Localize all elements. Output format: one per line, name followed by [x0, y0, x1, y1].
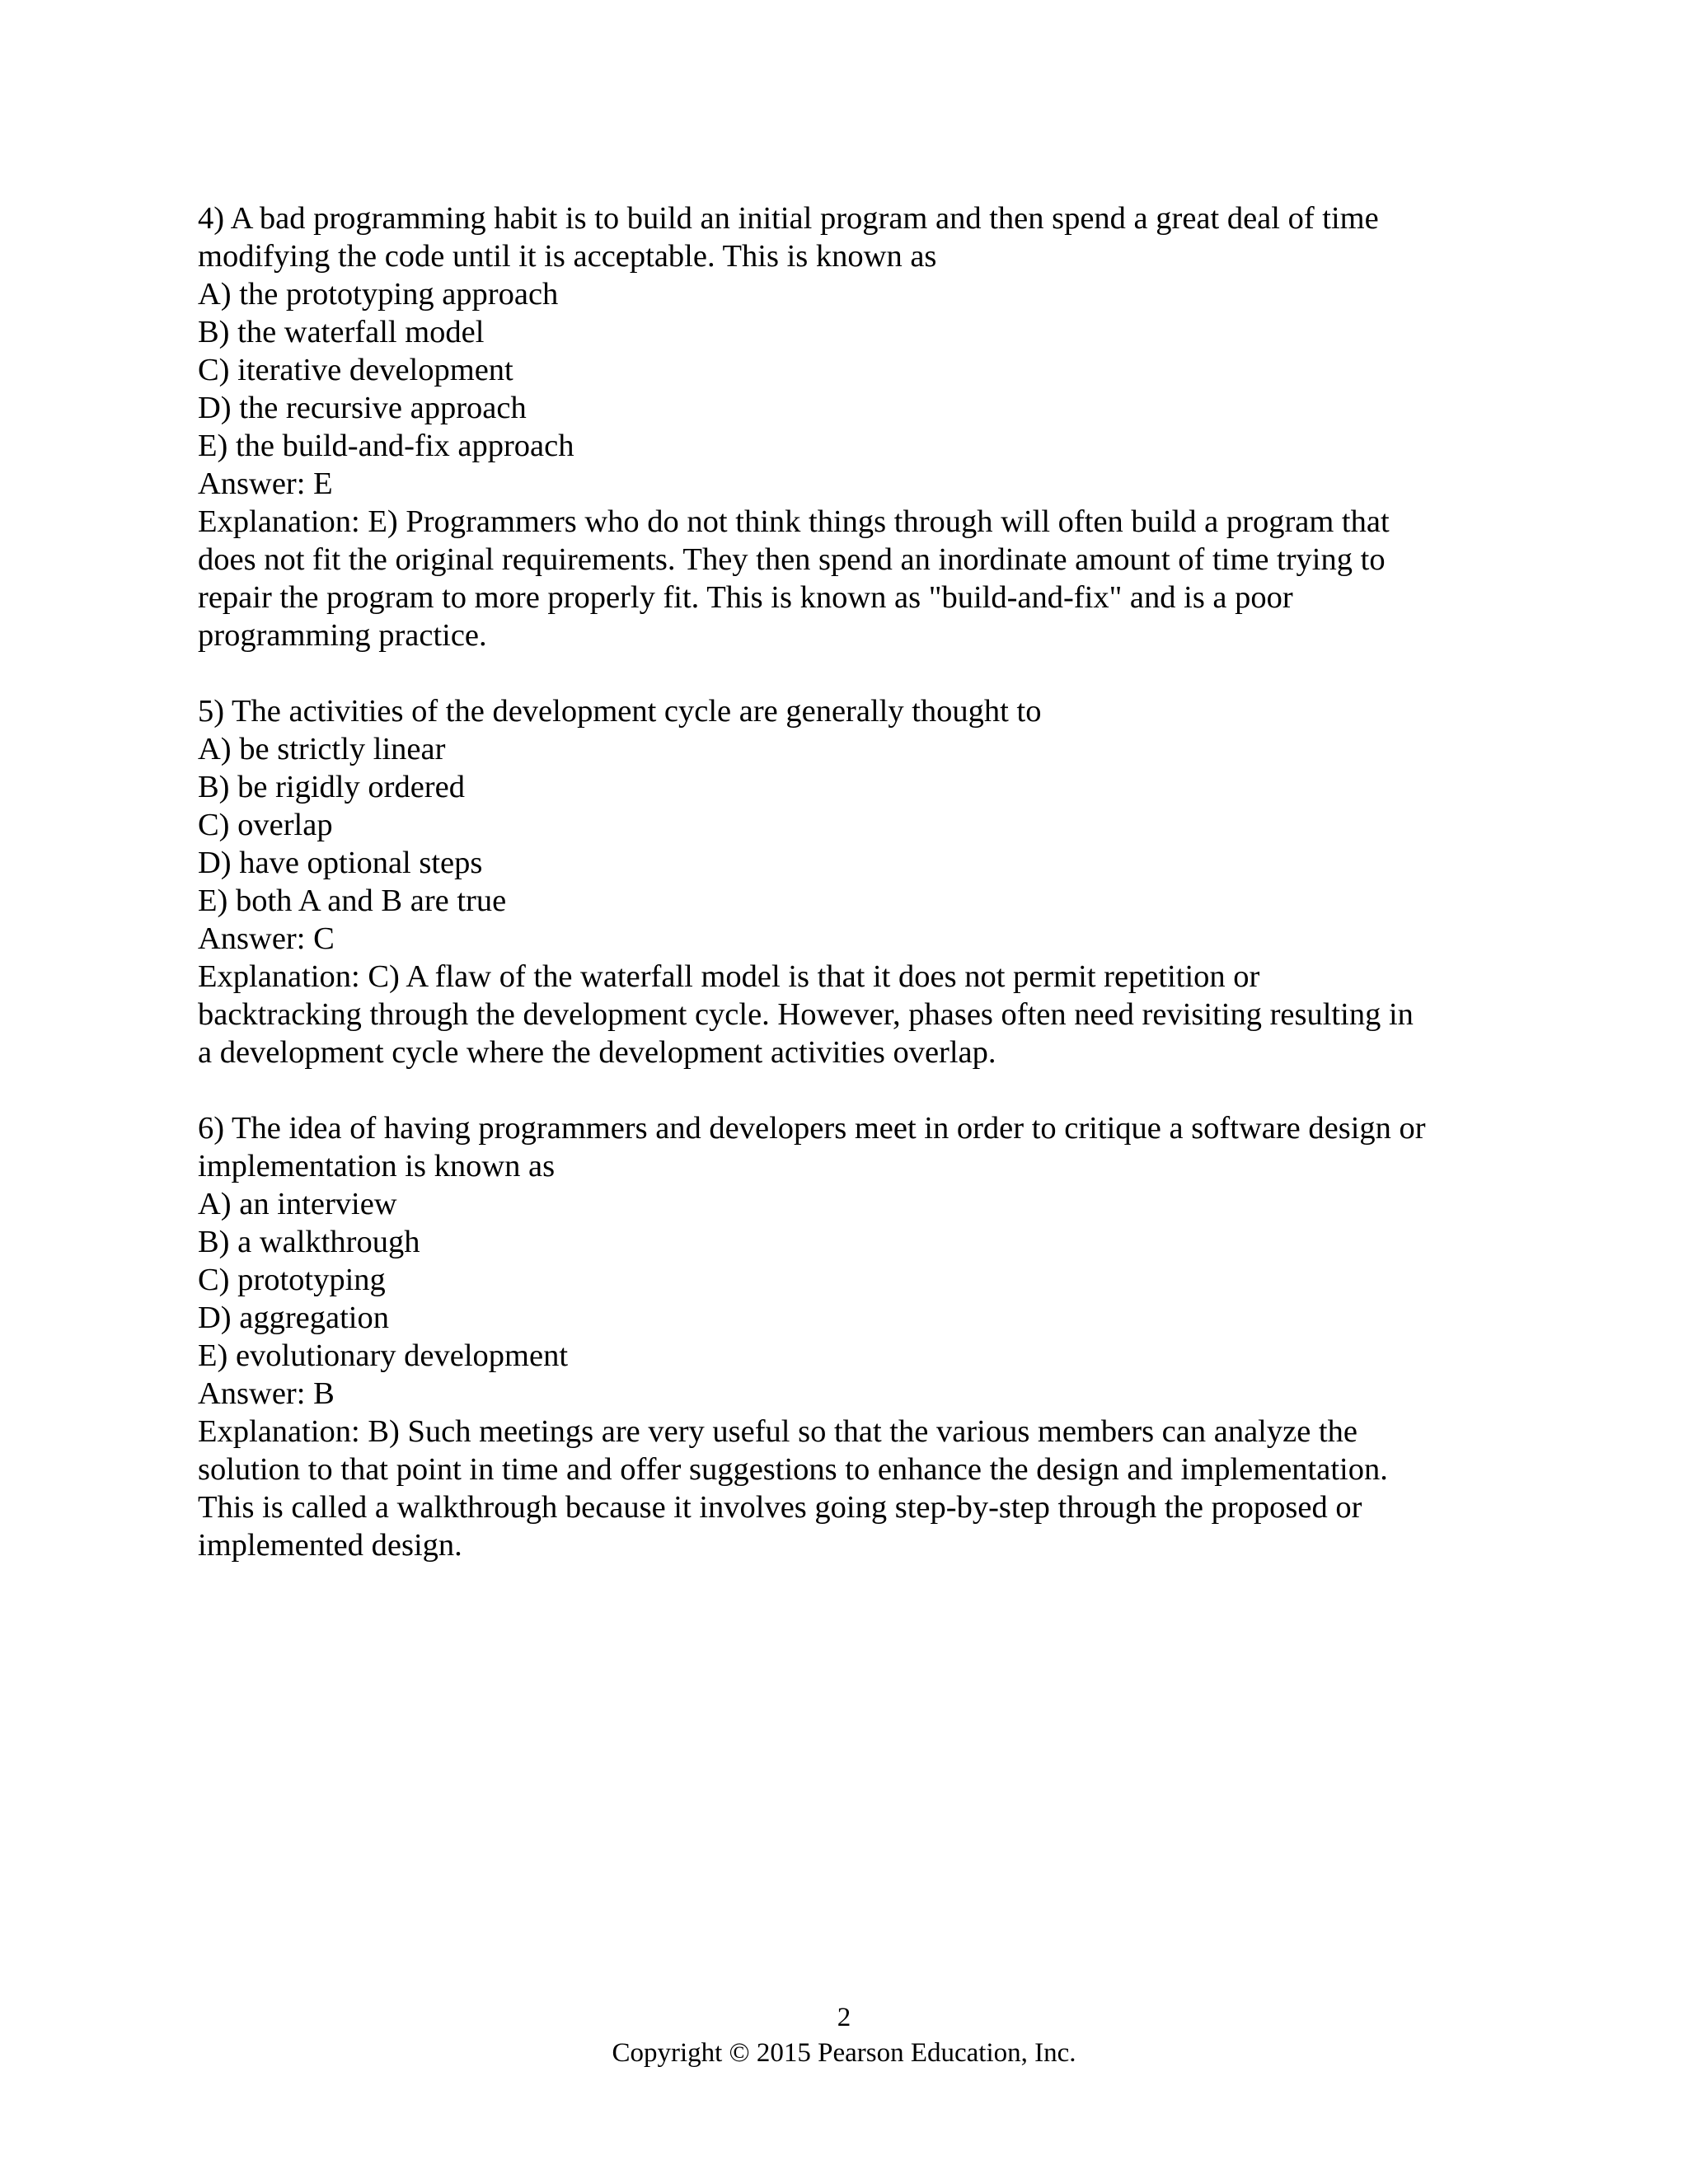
explanation-line: Explanation: C) A flaw of the waterfall model is that it does not permit repetition or [198, 959, 1260, 994]
question-stem-line: 5) The activities of the development cycle are generally thought to [198, 694, 1042, 729]
explanation-line: backtracking through the development cycle. However, phases often need revisiting resulting in [198, 997, 1414, 1032]
option-d: D) have optional steps [198, 846, 483, 880]
option-e: E) the build-and-fix approach [198, 429, 574, 463]
explanation-line: Explanation: E) Programmers who do not think things through will often build a program that [198, 504, 1390, 539]
copyright-notice: Copyright © 2015 Pearson Education, Inc. [612, 2038, 1076, 2068]
answer: Answer: B [198, 1376, 335, 1411]
option-c: C) prototyping [198, 1263, 386, 1297]
option-c: C) overlap [198, 808, 333, 842]
question-stem-line: 4) A bad programming habit is to build an initial program and then spend a great deal of time [198, 201, 1379, 236]
explanation-line: Explanation: B) Such meetings are very useful so that the various members can analyze the [198, 1414, 1357, 1449]
option-a: A) an interview [198, 1187, 397, 1221]
explanation-line: does not fit the original requirements. They then spend an inordinate amount of time trying to [198, 542, 1386, 577]
option-a: A) the prototyping approach [198, 277, 559, 312]
option-e: E) both A and B are true [198, 883, 507, 918]
option-b: B) a walkthrough [198, 1225, 420, 1259]
explanation-line: programming practice. [198, 618, 487, 653]
option-b: B) the waterfall model [198, 315, 485, 349]
explanation-line: a development cycle where the development activities overlap. [198, 1035, 996, 1070]
question-stem-line: modifying the code until it is acceptable. This is known as [198, 239, 937, 274]
explanation-line: repair the program to more properly fit. This is known as "build-and-fix" and is a poor [198, 580, 1293, 615]
option-b: B) be rigidly ordered [198, 770, 465, 804]
option-a: A) be strictly linear [198, 732, 446, 766]
option-d: D) aggregation [198, 1301, 389, 1335]
explanation-line: This is called a walkthrough because it involves going step-by-step through the proposed or [198, 1490, 1362, 1525]
option-d: D) the recursive approach [198, 391, 527, 425]
answer: Answer: C [198, 921, 335, 956]
answer: Answer: E [198, 466, 333, 501]
option-e: E) evolutionary development [198, 1338, 569, 1373]
question-4 [198, 199, 1500, 654]
question-stem-line: 6) The idea of having programmers and developers meet in order to critique a software design or [198, 1111, 1426, 1146]
option-c: C) iterative development [198, 353, 513, 387]
explanation-line: implemented design. [198, 1528, 462, 1563]
question-list [198, 199, 1500, 1602]
question-6 [198, 1109, 1500, 1564]
question-stem-line: implementation is known as [198, 1149, 556, 1183]
page-number: 2 [837, 2003, 851, 2032]
question-5 [198, 692, 1500, 1071]
explanation-line: solution to that point in time and offer suggestions to enhance the design and implementation. [198, 1452, 1388, 1487]
